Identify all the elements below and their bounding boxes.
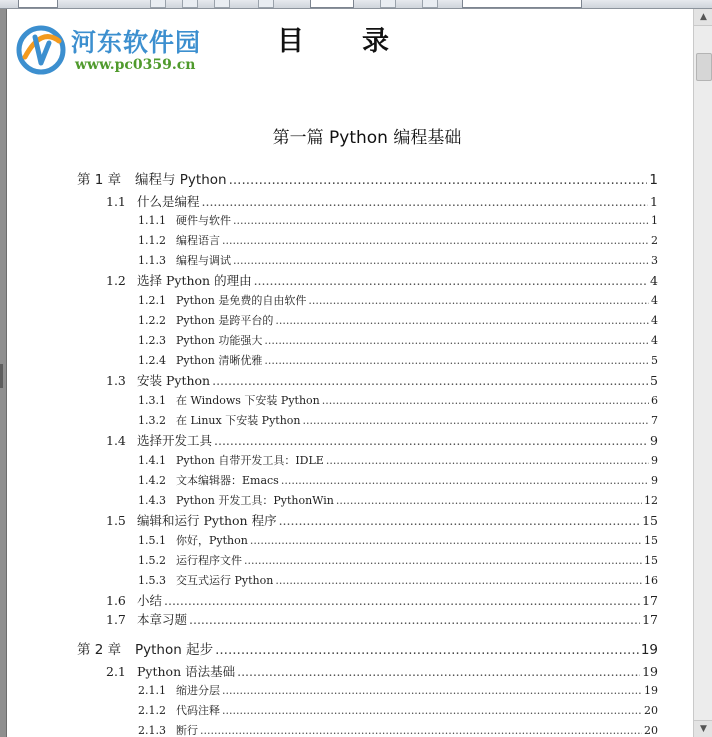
toc-entry-label: Python 自带开发工具：IDLE	[176, 454, 324, 467]
toc-leader-dots	[222, 234, 649, 247]
toc-entry-page: 4	[651, 334, 658, 347]
toc-entry-number: 1.1.3	[138, 254, 166, 267]
toc-entry-page: 1	[649, 172, 658, 188]
toc-entry-page: 12	[644, 494, 658, 507]
toc-entry-page: 4	[650, 273, 658, 288]
toc-leader-dots	[200, 724, 642, 737]
toc-entry-label: 编程语言	[176, 234, 220, 247]
toc-entry[interactable]	[138, 682, 658, 698]
toc-entry-number: 1.2	[106, 273, 126, 288]
toc-entry-page: 17	[642, 612, 658, 627]
toc-entry-number: 2.1.1	[138, 684, 166, 697]
toc-leader-dots	[336, 494, 642, 507]
toc-entry-page: 9	[651, 474, 658, 487]
toc-leader-dots	[303, 414, 649, 427]
toc-entry-number: 1.4	[106, 433, 126, 448]
document-page	[6, 9, 693, 737]
toc-entry-label: Python 开发工具：PythonWin	[176, 494, 334, 507]
toc-entry-number: 1.5.3	[138, 574, 166, 587]
toc-entry[interactable]	[138, 392, 658, 408]
toc-entry[interactable]	[138, 332, 658, 348]
toc-entry[interactable]	[106, 591, 658, 609]
toc-leader-dots	[281, 474, 649, 487]
toc-entry[interactable]	[106, 662, 658, 680]
toc-entry[interactable]	[138, 472, 658, 488]
toc-entry-label: 代码注释	[176, 704, 220, 717]
toc-entry-page: 16	[644, 574, 658, 587]
toc-entry-page: 20	[644, 704, 658, 717]
toc-entry-label: 编程与调试	[176, 254, 231, 267]
vertical-scrollbar[interactable]	[693, 9, 712, 737]
zoom-field[interactable]	[310, 0, 354, 8]
toc-entry[interactable]	[138, 312, 658, 328]
toc-entry-number: 1.5	[106, 513, 126, 528]
toc-entry-label: 在 Linux 下安装 Python	[176, 414, 301, 427]
toc-leader-dots	[275, 574, 642, 587]
toc-entry-number: 1.7	[106, 612, 126, 627]
toc-entry[interactable]	[106, 271, 658, 289]
toc-leader-dots	[322, 394, 649, 407]
toc-entry-number: 1.3.2	[138, 414, 166, 427]
toc-entry[interactable]	[106, 371, 658, 389]
toc-entry-page: 5	[651, 354, 658, 367]
toc-entry-number: 2.1.3	[138, 724, 166, 737]
toc-leader-dots	[264, 334, 649, 347]
toc-entry-label: Python 是跨平台的	[176, 314, 274, 327]
toc-leader-dots	[254, 273, 648, 288]
toc-entry[interactable]	[106, 511, 658, 529]
toc-entry-page: 9	[651, 454, 658, 467]
toc-entry-number: 1.2.4	[138, 354, 166, 367]
toc-entry-page: 4	[651, 294, 658, 307]
toc-entry-page: 3	[651, 254, 658, 267]
toolbar-button[interactable]	[150, 0, 166, 8]
toc-entry-label: 编程与 Python	[135, 172, 227, 188]
toc-leader-dots	[229, 172, 648, 188]
scroll-down-arrow-icon[interactable]: ▼	[694, 720, 712, 737]
toc-entry-label: 交互式运行 Python	[176, 574, 274, 587]
toc-entry-label: Python 清晰优雅	[176, 354, 263, 367]
toolbar-button[interactable]	[380, 0, 396, 8]
toc-entry-number: 1.3.1	[138, 394, 166, 407]
toc-entry[interactable]	[138, 352, 658, 368]
toc-leader-dots	[215, 642, 639, 658]
toc-leader-dots	[214, 433, 648, 448]
toc-entry-page: 1	[650, 194, 658, 209]
toc-entry-page: 7	[651, 414, 658, 427]
toc-leader-dots	[237, 664, 640, 679]
toc-leader-dots	[202, 194, 649, 209]
toc-entry-page: 6	[651, 394, 658, 407]
toc-entry-page: 9	[650, 433, 658, 448]
toc-leader-dots	[308, 294, 649, 307]
toc-leader-dots	[250, 534, 642, 547]
toc-entry-number: 1.2.1	[138, 294, 166, 307]
toc-entry[interactable]	[138, 252, 658, 268]
toc-entry[interactable]	[138, 292, 658, 308]
toc-entry[interactable]	[77, 638, 658, 658]
watermark-title: 河东软件园	[71, 28, 202, 57]
toc-entry-page: 15	[644, 534, 658, 547]
toc-entry[interactable]	[138, 722, 658, 737]
toc-entry-page: 19	[644, 684, 658, 697]
toc-entry-number: 2.1.2	[138, 704, 166, 717]
toc-entry[interactable]	[138, 532, 658, 548]
toc-leader-dots	[275, 314, 649, 327]
toc-entry[interactable]	[106, 431, 658, 449]
toc-entry-page: 19	[640, 642, 658, 658]
toc-entry-number: 1.1.1	[138, 214, 166, 227]
toc-entry-page: 4	[651, 314, 658, 327]
toc-entry-number: 2.1	[106, 664, 126, 679]
toc-entry-label: 断行	[176, 724, 198, 737]
toc-entry-number: 1.1.2	[138, 234, 166, 247]
toc-entry[interactable]	[138, 232, 658, 248]
toc-leader-dots	[264, 354, 649, 367]
toc-leader-dots	[212, 373, 648, 388]
toc-entry[interactable]	[106, 610, 658, 628]
toc-entry-label: 运行程序文件	[176, 554, 242, 567]
toc-entry-label: Python 功能强大	[176, 334, 263, 347]
page-number-field[interactable]	[18, 0, 58, 8]
toc-entry-number: 1.6	[106, 593, 126, 608]
toc-entry-page: 19	[642, 664, 658, 679]
toc-entry-label: Python 是免费的自由软件	[176, 294, 307, 307]
toolbar-button[interactable]	[258, 0, 274, 8]
toc-entry-number: 1.5.2	[138, 554, 166, 567]
toc-entry-label: 文本编辑器：Emacs	[176, 474, 279, 487]
toc-entry[interactable]	[138, 552, 658, 568]
toc-entry-number: 1.5.1	[138, 534, 166, 547]
toc-leader-dots	[222, 704, 642, 717]
toc-entry-label: 什么是编程	[137, 194, 200, 209]
toc-entry-label: Python 起步	[135, 642, 214, 658]
toc-entry[interactable]	[106, 192, 658, 210]
toc-leader-dots	[233, 254, 649, 267]
viewer-toolbar	[0, 0, 712, 9]
toc-entry[interactable]	[77, 168, 658, 188]
toc-entry-page: 15	[644, 554, 658, 567]
scroll-up-arrow-icon[interactable]: ▲	[694, 9, 712, 26]
toc-entry-label: 你好，Python	[176, 534, 248, 547]
toc-entry-number: 第 2 章	[77, 642, 122, 658]
toc-entry-number: 1.2.3	[138, 334, 166, 347]
toolbar-button[interactable]	[422, 0, 438, 8]
toc-entry-label: 选择开发工具	[137, 433, 213, 448]
toc-entry-number: 1.4.2	[138, 474, 166, 487]
toc-entry-page: 17	[642, 593, 658, 608]
scroll-thumb[interactable]	[696, 53, 712, 81]
toc-entry-number: 1.4.1	[138, 454, 166, 467]
toc-entry-page: 20	[644, 724, 658, 737]
toc-leader-dots	[244, 554, 642, 567]
toc-entry-label: 小结	[137, 593, 163, 608]
toc-entry[interactable]	[138, 452, 658, 468]
toc-entry-number: 1.1	[106, 194, 126, 209]
page-title: 目录	[277, 26, 447, 57]
toc-entry-label: 安装 Python	[137, 373, 211, 388]
toc-entry[interactable]	[138, 492, 658, 508]
toolbar-button[interactable]	[214, 0, 230, 8]
toc-entry-label: 缩进分层	[176, 684, 220, 697]
toc-leader-dots	[164, 593, 640, 608]
toc-entry[interactable]	[138, 702, 658, 718]
toc-entry-number: 1.2.2	[138, 314, 166, 327]
side-panel-handle[interactable]	[0, 364, 3, 388]
toc-entry-page: 15	[642, 513, 658, 528]
toc-entry-number: 1.3	[106, 373, 126, 388]
toc-entry[interactable]	[138, 572, 658, 588]
toc-entry[interactable]	[138, 412, 658, 428]
toc-entry-label: 本章习题	[137, 612, 188, 627]
toc-leader-dots	[233, 214, 649, 227]
toc-entry-label: 硬件与软件	[176, 214, 231, 227]
toc-entry-page: 5	[650, 373, 658, 388]
toc-entry[interactable]	[138, 212, 658, 228]
toc-entry-label: 选择 Python 的理由	[137, 273, 252, 288]
toc-entry-page: 1	[651, 214, 658, 227]
toc-leader-dots	[326, 454, 649, 467]
toc-entry-number: 1.4.3	[138, 494, 166, 507]
toc-leader-dots	[279, 513, 641, 528]
toc-entry-number: 第 1 章	[77, 172, 122, 188]
toolbar-button[interactable]	[182, 0, 198, 8]
search-field[interactable]	[462, 0, 582, 8]
toc-leader-dots	[222, 684, 642, 697]
part-title: 第一篇 Python 编程基础	[272, 128, 462, 148]
watermark-url: www.pc0359.cn	[75, 57, 196, 73]
toc-entry-label: 在 Windows 下安装 Python	[176, 394, 320, 407]
toc-leader-dots	[189, 612, 640, 627]
watermark-logo-icon	[15, 23, 67, 75]
toc-entry-page: 2	[651, 234, 658, 247]
toc-entry-label: 编辑和运行 Python 程序	[137, 513, 277, 528]
watermark	[13, 21, 223, 77]
toc-entry-label: Python 语法基础	[137, 664, 236, 679]
